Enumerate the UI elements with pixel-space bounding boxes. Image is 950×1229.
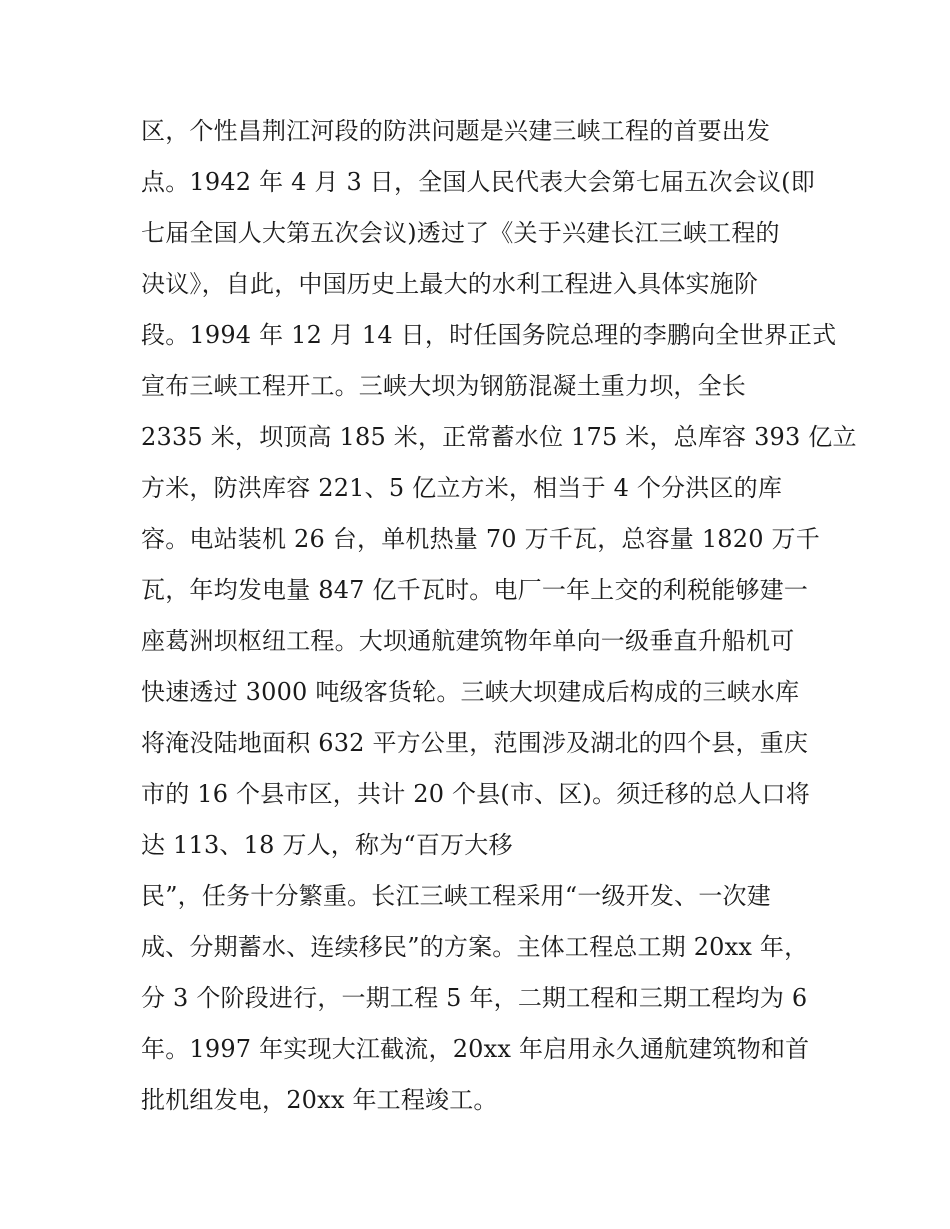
- text-line: 年。1997 年实现大江截流，20xx 年启用永久通航建筑物和首: [141, 1035, 810, 1063]
- text-line: 段。1994 年 12 月 14 日，时任国务院总理的李鹏向全世界正式: [141, 321, 837, 349]
- text-line: 快速透过 3000 吨级客货轮。三峡大坝建成后构成的三峡水库: [141, 678, 800, 706]
- text-line: 民”，任务十分繁重。长江三峡工程采用“一级开发、一次建: [141, 882, 771, 910]
- text-line: 点。1942 年 4 月 3 日，全国人民代表大会第七届五次会议(即: [141, 168, 815, 196]
- text-line: 七届全国人大第五次会议)透过了《关于兴建长江三峡工程的: [141, 219, 780, 247]
- text-line: 批机组发电，20xx 年工程竣工。: [141, 1086, 498, 1114]
- text-line: 2335 米，坝顶高 185 米，正常蓄水位 175 米，总库容 393 亿立: [141, 423, 857, 451]
- text-line: 将淹没陆地面积 632 平方公里，范围涉及湖北的四个县，重庆: [141, 729, 809, 757]
- text-line: 分 3 个阶段进行，一期工程 5 年，二期工程和三期工程均为 6: [141, 984, 808, 1012]
- text-line: 区，个性昌荆江河段的防洪问题是兴建三峡工程的首要出发: [141, 117, 771, 145]
- text-line: 市的 16 个县市区，共计 20 个县(市、区)。须迁移的总人口将: [141, 780, 810, 808]
- body-paragraph: [141, 106, 857, 1126]
- text-line: 成、分期蓄水、连续移民”的方案。主体工程总工期 20xx 年，: [141, 933, 809, 961]
- text-line: 瓦，年均发电量 847 亿千瓦时。电厂一年上交的利税能够建一: [141, 576, 809, 604]
- text-line: 决议》，自此，中国历史上最大的水利工程进入具体实施阶: [141, 270, 759, 298]
- text-line: 座葛洲坝枢纽工程。大坝通航建筑物年单向一级垂直升船机可: [141, 627, 795, 655]
- text-line: 达 113、18 万人，称为“百万大移: [141, 831, 513, 859]
- text-line: 宣布三峡工程开工。三峡大坝为钢筋混凝土重力坝，全长: [141, 372, 746, 400]
- text-line: 方米，防洪库容 221、5 亿立方米，相当于 4 个分洪区的库: [141, 474, 783, 502]
- text-line: 容。电站装机 26 台，单机热量 70 万千瓦，总容量 1820 万千: [141, 525, 820, 553]
